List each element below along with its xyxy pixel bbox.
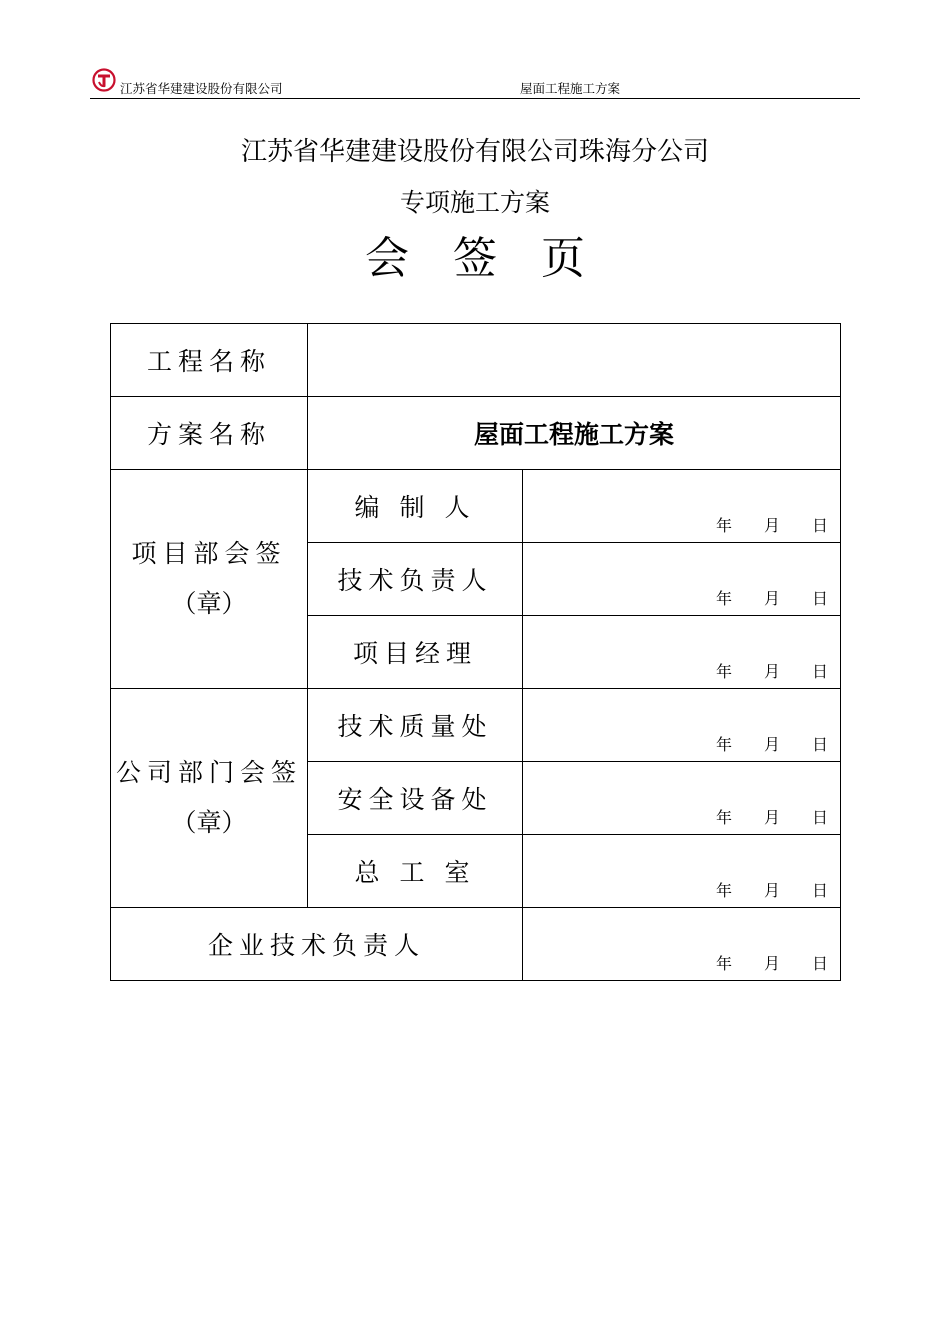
table-row <box>111 470 841 543</box>
table-row <box>111 689 841 762</box>
date-placeholder: 年 月 日 <box>715 662 828 681</box>
role-safety-dept-sign-field[interactable] <box>523 762 841 835</box>
page-header <box>90 66 860 99</box>
role-tech-lead-label: 技术负责人 <box>308 543 523 616</box>
role-compiler-label: 编 制 人 <box>308 470 523 543</box>
company-dept-group-label <box>111 689 308 908</box>
date-placeholder: 年 月 日 <box>715 735 828 754</box>
role-project-manager-label: 项目经理 <box>308 616 523 689</box>
enterprise-tech-lead-sign-field[interactable] <box>523 908 841 981</box>
date-placeholder: 年 月 日 <box>715 516 828 535</box>
scheme-name-label: 方案名称 <box>111 397 308 470</box>
header-document-name: 屋面工程施工方案 <box>520 81 621 96</box>
scheme-name-value: 屋面工程施工方案 <box>308 397 841 470</box>
company-dept-seal-label: （章） <box>171 808 247 837</box>
role-project-manager-sign-field[interactable] <box>523 616 841 689</box>
table-row-scheme-name <box>111 397 841 470</box>
table-row-project-name <box>111 324 841 397</box>
company-logo-icon <box>92 68 116 92</box>
signature-table <box>110 323 841 981</box>
role-quality-dept-label: 技术质量处 <box>308 689 523 762</box>
role-safety-dept-label: 安全设备处 <box>308 762 523 835</box>
table-row-final <box>111 908 841 981</box>
project-dept-label: 项目部会签 <box>131 539 287 568</box>
project-dept-group-label <box>111 470 308 689</box>
company-title: 江苏省华建建设股份有限公司珠海分公司 <box>240 137 709 167</box>
enterprise-tech-lead-label: 企业技术负责人 <box>111 908 523 981</box>
role-chief-engineer-sign-field[interactable] <box>523 835 841 908</box>
company-dept-label: 公司部门会签 <box>115 758 302 787</box>
page-title: 会 签 页 <box>365 233 585 284</box>
role-quality-dept-sign-field[interactable] <box>523 689 841 762</box>
date-placeholder: 年 月 日 <box>715 954 828 973</box>
date-placeholder: 年 月 日 <box>715 881 828 900</box>
project-name-label: 工程名称 <box>111 324 308 397</box>
date-placeholder: 年 月 日 <box>715 808 828 827</box>
document-type-title: 专项施工方案 <box>399 188 550 217</box>
role-compiler-sign-field[interactable] <box>523 470 841 543</box>
project-dept-seal-label: （章） <box>171 589 247 618</box>
date-placeholder: 年 月 日 <box>715 589 828 608</box>
role-chief-engineer-label: 总 工 室 <box>308 835 523 908</box>
role-tech-lead-sign-field[interactable] <box>523 543 841 616</box>
project-name-field[interactable] <box>308 324 841 397</box>
header-company-name: 江苏省华建建设股份有限公司 <box>120 81 283 96</box>
